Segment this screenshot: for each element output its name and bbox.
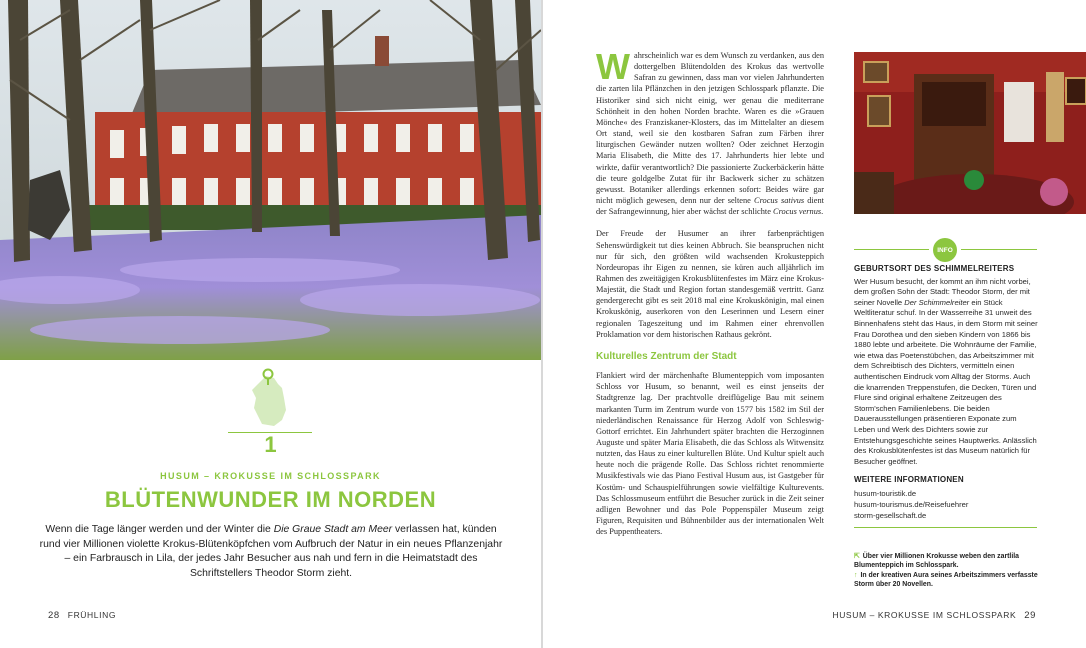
lead-paragraph: Wenn die Tage länger werden und der Winter die Die Graue Stadt am Meer verlassen hat, künden rund vier Millionen violette Krokus-Blütenköpfchen vom Aufbruch der Natur in ein neues Pflanzenjahr – ein Farbrausch in Lila, der jedes Jahr Besucher aus nah und fern in die Heimatstadt des Schriftstellers Theodor Storm zieht. xyxy=(39,524,503,579)
right-page xyxy=(543,0,1086,648)
caption-2: ↑ In der kreativen Aura seines Arbeitszimmers verfasste Storm über 20 Novellen. xyxy=(854,571,1038,588)
germany-map-icon xyxy=(248,368,292,430)
left-page xyxy=(0,0,541,648)
drop-cap: W xyxy=(596,46,630,87)
chapter-headline: BLÜTENWUNDER IM NORDEN xyxy=(104,487,437,512)
section-label-right: HUSUM – KROKUSSE IM SCHLOSSPARK xyxy=(832,610,1017,620)
more-info-heading: WEITERE INFORMATIONEN xyxy=(854,475,964,485)
body-paragraph-2: Der Freude der Husumer an ihrer farbenprächtigen Sehenswürdigkeit tut dies keinen Abbruch. Sie beanspruchen nicht nur für sich, den größten wild wachsenden Krokusteppich Nordeuropas ihr Eigen zu nennen, sie küren auch alljährlich im Rahmen des zweitägigen Krokusblütenfestes im März eine Krokus-Majestät, die Stadt und Region fortan standesgemäß vertritt. Ganz gendergerecht gibt es seit 2018 mal eine Krokuskönigin, mal einen Krokuskönig, auserkoren von den Leserinnen und Lesern einer regionalen Tageszeitung und im Rahmen einer ehrenvollen Proklamation vor dem historischen Rathaus gekrönt. xyxy=(596,229,824,339)
body-paragraph-3: Flankiert wird der märchenhafte Blumenteppich vom imposanten Schloss vor Husum, so benannt, weil es einst jenseits der Stadtgrenze lag. Der prachtvolle dreiflügelige Bau mit seinem markanten Turm im Zentrum wurde von 1577 bis 1582 im Stil der niederländischen Renaissance für Herzog Adolf von Schleswig-Gottorf errichtet. Ein Jahrhundert später brachten die Herzoginnen Auguste und später Maria Elisabeth, die das Schloss als Witwensitz nutzten, das Haus zu einer kulturellen Blüte. Und Kultur spielt auch heute noch die prägende Rolle. Das Schloss richtet renommierte Musikfestivals wie das Piano Festival Husum aus, ist Gastgeber für Kostüm- und Schauspielführungen sowie vielfältige Kulturevents. Das Schlossmuseum entführt die Besucher zurück in die Zeit seiner adligen Bewohner und das Pole Poppenspäler Museum zeigt Figuren, Requisiten und Bühnenbilder aus der internationalen Welt des Puppentheaters. xyxy=(596,371,824,537)
info-paragraph: Wer Husum besucht, der kommt an ihm nicht vorbei, dem großen Sohn der Stadt: Theodor Storm, der mit seiner Novelle Der Schimmelreiter ein Stück Weltliteratur schuf. In der Wasserreihe 31 unweit des Binnenhafens steht das Haus, in dem Storm mit seiner Frau Dorothea und den sieben Kindern von 1866 bis 1880 lebte und arbeitete. Die Wohnräume der Familie, wie etwa das Poetenstübchen, das Arbeitszimmer mit dem Schreibtisch des Dichters, vermitteln einen authentischen Eindruck vom Alltag der Storms. Auch die knarrenden Treppenstufen, die Decken, Türen und Flure sind original erhaltene Zeitzeugen des Storm'schen Familienlebens. Die beiden Dauerausstellungen präsentieren Exponate zum Leben und Werk des Dichters sowie zur Entstehungsgeschichte seines Hauptwerks. Anlässlich des Krokusblütenfestes ist das Museum natürlich für Besucher geöffnet. xyxy=(854,276,1038,466)
info-heading: GEBURTSORT DES SCHIMMELREITERS xyxy=(854,264,1015,273)
link-husum-tourismus[interactable]: husum-tourismus.de/Reisefuehrer xyxy=(854,499,969,509)
info-sidebar xyxy=(854,264,1039,521)
info-badge: INFO xyxy=(933,238,957,262)
link-husum-touristik[interactable]: husum-touristik.de xyxy=(854,488,917,498)
arrow-up-icon: ↑ xyxy=(854,571,858,579)
info-rule-left xyxy=(854,249,929,250)
info-links xyxy=(854,488,1039,521)
photo-captions xyxy=(854,552,1044,589)
section-label-left: FRÜHLING xyxy=(67,610,117,620)
storm-study-photo xyxy=(854,52,1086,214)
page-number-left: 28 xyxy=(48,610,60,621)
link-storm-gesellschaft[interactable]: storm-gesellschaft.de xyxy=(854,510,927,520)
crocus-park-photo xyxy=(0,0,541,360)
sidebar-bottom-rule xyxy=(854,527,1037,528)
main-text-column xyxy=(596,46,824,548)
caption-1: ⇱ Über vier Millionen Krokusse weben den zartlila Blumenteppich im Schlosspark. xyxy=(854,553,1020,570)
page-number-right: 29 xyxy=(1024,610,1036,621)
info-rule-right xyxy=(961,249,1037,250)
section-heading: Kulturelles Zentrum der Stadt xyxy=(596,350,737,362)
chapter-kicker: HUSUM – KROKUSSE IM SCHLOSSPARK xyxy=(160,471,381,481)
arrow-up-left-icon: ⇱ xyxy=(854,553,860,560)
body-paragraph-1: Wahrscheinlich war es dem Wunsch zu verdanken, aus den dottergelben Blütendolden des Krokus das wertvolle Safran zu gewinnen, dass man vor vielen Jahrhunderten die zarten lila Pflänzchen in den jetzigen Schlosspark pflanzte. Die Historiker sind sich nicht einig, wer genau die mediterrane Schönheit in den hohen Norden brachte. Waren es die »Grauen Mönche« des Franziskaner-Klosters, das im Mittelalter an diesem Ort stand, weil sie den kostbaren Safran zum Färben ihrer liturgischen Gewänder nutzen wollten? Oder zeichnet Herzogin Maria Elisabeth, die Mitte des 17. Jahrhunderts hier lebte und wirkte, dafür verantwortlich? Die passionierte Zuckerbäckerin hätte die teure goldgelbe Zutat für ihr Backwerk sicher zu schätzen gewusst. Botaniker allerdings erkennen sofort: Beides wäre gar nicht möglich gewesen, denn nur der seltene Crocus sativus dient der Safrangewinnung, hier aber wächst der schlichte Crocus vernus. xyxy=(596,46,824,217)
folio-left xyxy=(48,610,116,621)
folio-right xyxy=(832,610,1036,621)
chapter-number: 1 xyxy=(264,432,277,457)
